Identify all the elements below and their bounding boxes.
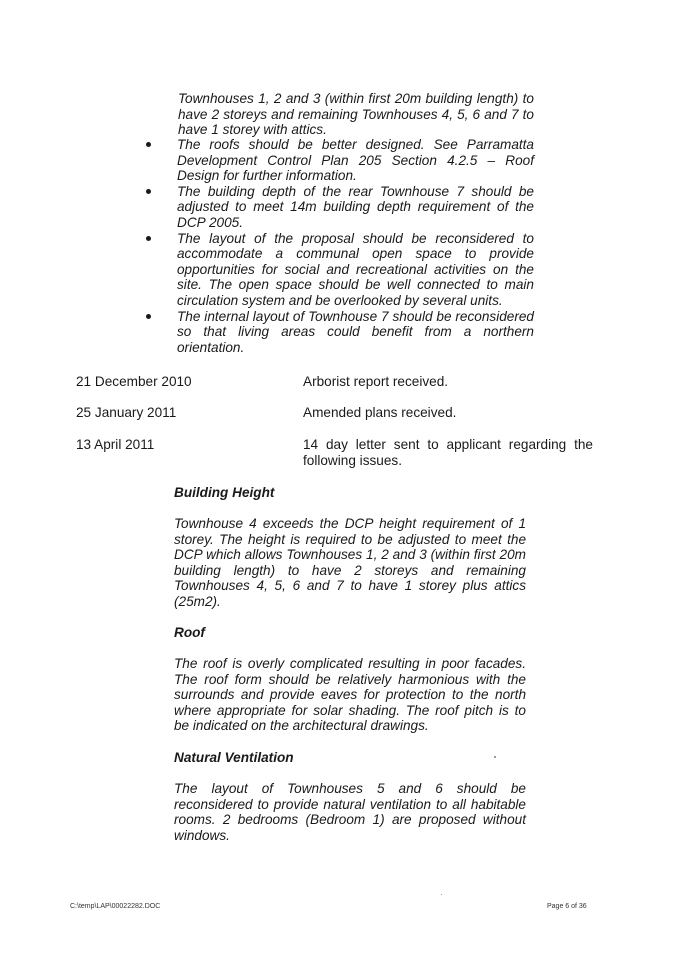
scan-speck — [441, 894, 442, 895]
log-text: 14 day letter sent to applicant regarding the following issues. — [303, 437, 593, 468]
log-date: 21 December 2010 — [76, 374, 192, 389]
bullet-icon — [146, 236, 151, 241]
list-item — [140, 231, 534, 309]
section-body-natural-ventilation: The layout of Townhouses 5 and 6 should be reconsidered to provide natural ventilation to all habitable rooms. 2 bedrooms (Bedroom 1) are proposed without windows. — [174, 781, 526, 843]
list-item — [140, 184, 534, 231]
log-text: Arborist report received. — [303, 374, 449, 389]
section-body-roof: The roof is overly complicated resulting in poor facades. The roof form should be relatively harmonious with the surrounds and provide eaves for protection to the north where appropriate for solar shading. The roof pitch is to be indicated on the architectural drawings. — [174, 656, 526, 734]
section-heading-building-height: Building Height — [174, 485, 275, 500]
section-body-building-height: Townhouse 4 exceeds the DCP height requirement of 1 storey. The height is required to be adjusted to meet the DCP which allows Townhouses 1, 2 and 3 (within first 20m building length) to have 2 storeys and remaining Townhouses 4, 5, 6 and 7 to have 1 storey plus attics (25m2). — [174, 516, 526, 609]
footer-file-path: C:\temp\LAP\00022282.DOC — [70, 903, 161, 910]
list-item-text: The building depth of the rear Townhouse 7 should be adjusted to meet 14m building depth requirement of the DCP 2005. — [177, 183, 534, 230]
bullet-icon — [146, 314, 151, 319]
section-heading-roof: Roof — [174, 625, 205, 640]
recommendation-list — [140, 137, 534, 355]
log-date: 25 January 2011 — [76, 405, 177, 420]
list-item — [140, 309, 534, 356]
list-item-text: The layout of the proposal should be reconsidered to accommodate a communal open space to provide opportunities for social and recreational activities on the site. The open space should be well connected to main circulation system and be overlooked by several units. — [177, 230, 534, 308]
scan-speck — [494, 756, 496, 758]
list-item — [140, 137, 534, 184]
bullet-icon — [146, 189, 151, 194]
bullet-icon — [146, 142, 151, 147]
intro-paragraph: Townhouses 1, 2 and 3 (within first 20m building length) to have 2 storeys and remaining Townhouses 4, 5, 6 and 7 to have 1 storey with attics. — [178, 91, 534, 138]
list-item-text: The roofs should be better designed. See Parramatta Development Control Plan 205 Section 4.2.5 – Roof Design for further information. — [177, 137, 534, 184]
section-heading-natural-ventilation: Natural Ventilation — [174, 750, 294, 765]
list-item-text: The internal layout of Townhouse 7 should be reconsidered so that living areas could benefit from a northern orientation. — [177, 308, 534, 355]
footer-page-number: Page 6 of 36 — [547, 903, 587, 910]
log-date: 13 April 2011 — [76, 437, 155, 452]
log-text: Amended plans received. — [303, 405, 457, 420]
